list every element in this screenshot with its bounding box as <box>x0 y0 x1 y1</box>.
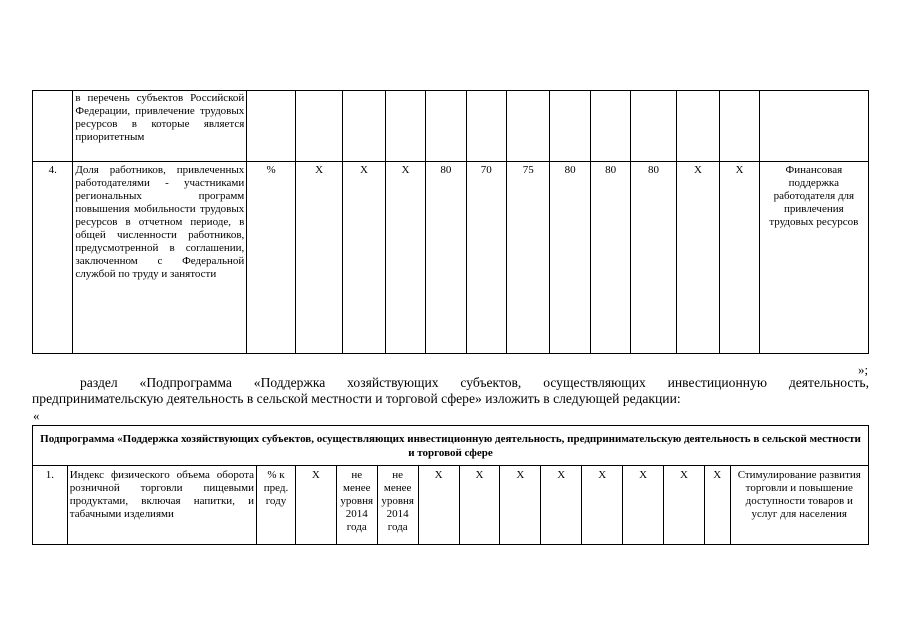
indicators-table-continued <box>32 90 869 354</box>
value-cell: Х <box>582 466 623 545</box>
value-cell: Х <box>459 466 500 545</box>
indicator-cell: Индекс физического объема оборота розничной торговли пищевыми продуктами, включая напитки, и табачными изделиями <box>67 466 256 545</box>
value-cell <box>550 91 590 162</box>
indicator-cell: Доля работников, привлеченных работодателями - участниками региональных программ повышения мобильности трудовых ресурсов в отчетном периоде, в общей численности работников, предусмотренной в соглашении, заключенном с Федеральной службой по труду и занятости <box>73 162 247 354</box>
value-cell: Х <box>720 162 759 354</box>
row-number-cell: 1. <box>33 466 68 545</box>
value-cell: Х <box>418 466 459 545</box>
value-cell: 80 <box>631 162 676 354</box>
value-cell: Х <box>343 162 385 354</box>
subprogram-header: Подпрограмма «Поддержка хозяйствующих субъектов, осуществляющих инвестиционную деятельность, предпринимательскую деятельность в сельской местности и торговой сфере <box>33 426 869 466</box>
value-cell: Х <box>704 466 730 545</box>
value-cell: Х <box>385 162 425 354</box>
value-cell: Х <box>623 466 664 545</box>
measure-cell: Стимулирование развития торговли и повышение доступности товаров и услуг для населения <box>730 466 868 545</box>
value-cell: Х <box>664 466 705 545</box>
value-cell: не менее уровня 2014 года <box>377 466 418 545</box>
value-cell <box>676 91 719 162</box>
value-cell: Х <box>541 466 582 545</box>
row-number-cell <box>33 91 73 162</box>
unit-cell: % к пред. году <box>257 466 296 545</box>
value-cell: 80 <box>550 162 590 354</box>
table-row <box>33 426 869 466</box>
row-number-cell: 4. <box>33 162 73 354</box>
value-cell: Х <box>500 466 541 545</box>
value-cell: Х <box>295 162 343 354</box>
value-cell: 75 <box>507 162 550 354</box>
value-cell: 80 <box>426 162 466 354</box>
table-row <box>33 466 869 545</box>
measure-cell <box>759 91 868 162</box>
value-cell: 80 <box>590 162 630 354</box>
value-cell <box>343 91 385 162</box>
value-cell <box>631 91 676 162</box>
value-cell: 70 <box>466 162 506 354</box>
table-row <box>33 162 869 354</box>
subprogram-table <box>32 425 869 545</box>
unit-cell: % <box>247 162 296 354</box>
value-cell <box>466 91 506 162</box>
amendment-text: раздел «Подпрограмма «Поддержка хозяйствующих субъектов, осуществляющих инвестиционную деятельность, предпринимательскую деятельность в сельской местности и торговой сфере» изложить в следующей редакции: <box>32 375 869 406</box>
value-cell: Х <box>295 466 336 545</box>
value-cell <box>426 91 466 162</box>
value-cell: Х <box>676 162 719 354</box>
indicator-cell: в перечень субъектов Российской Федерации, привлечение трудовых ресурсов в которые является приоритетным <box>73 91 247 162</box>
closing-quote: »; <box>858 362 869 377</box>
value-cell: не менее уровня 2014 года <box>336 466 377 545</box>
value-cell <box>590 91 630 162</box>
measure-cell: Финансовая поддержка работодателя для привлечения трудовых ресурсов <box>759 162 868 354</box>
value-cell <box>720 91 759 162</box>
unit-cell <box>247 91 296 162</box>
opening-quote: « <box>33 408 40 423</box>
amendment-paragraph <box>32 375 869 407</box>
value-cell <box>507 91 550 162</box>
value-cell <box>385 91 425 162</box>
table-row <box>33 91 869 162</box>
value-cell <box>295 91 343 162</box>
